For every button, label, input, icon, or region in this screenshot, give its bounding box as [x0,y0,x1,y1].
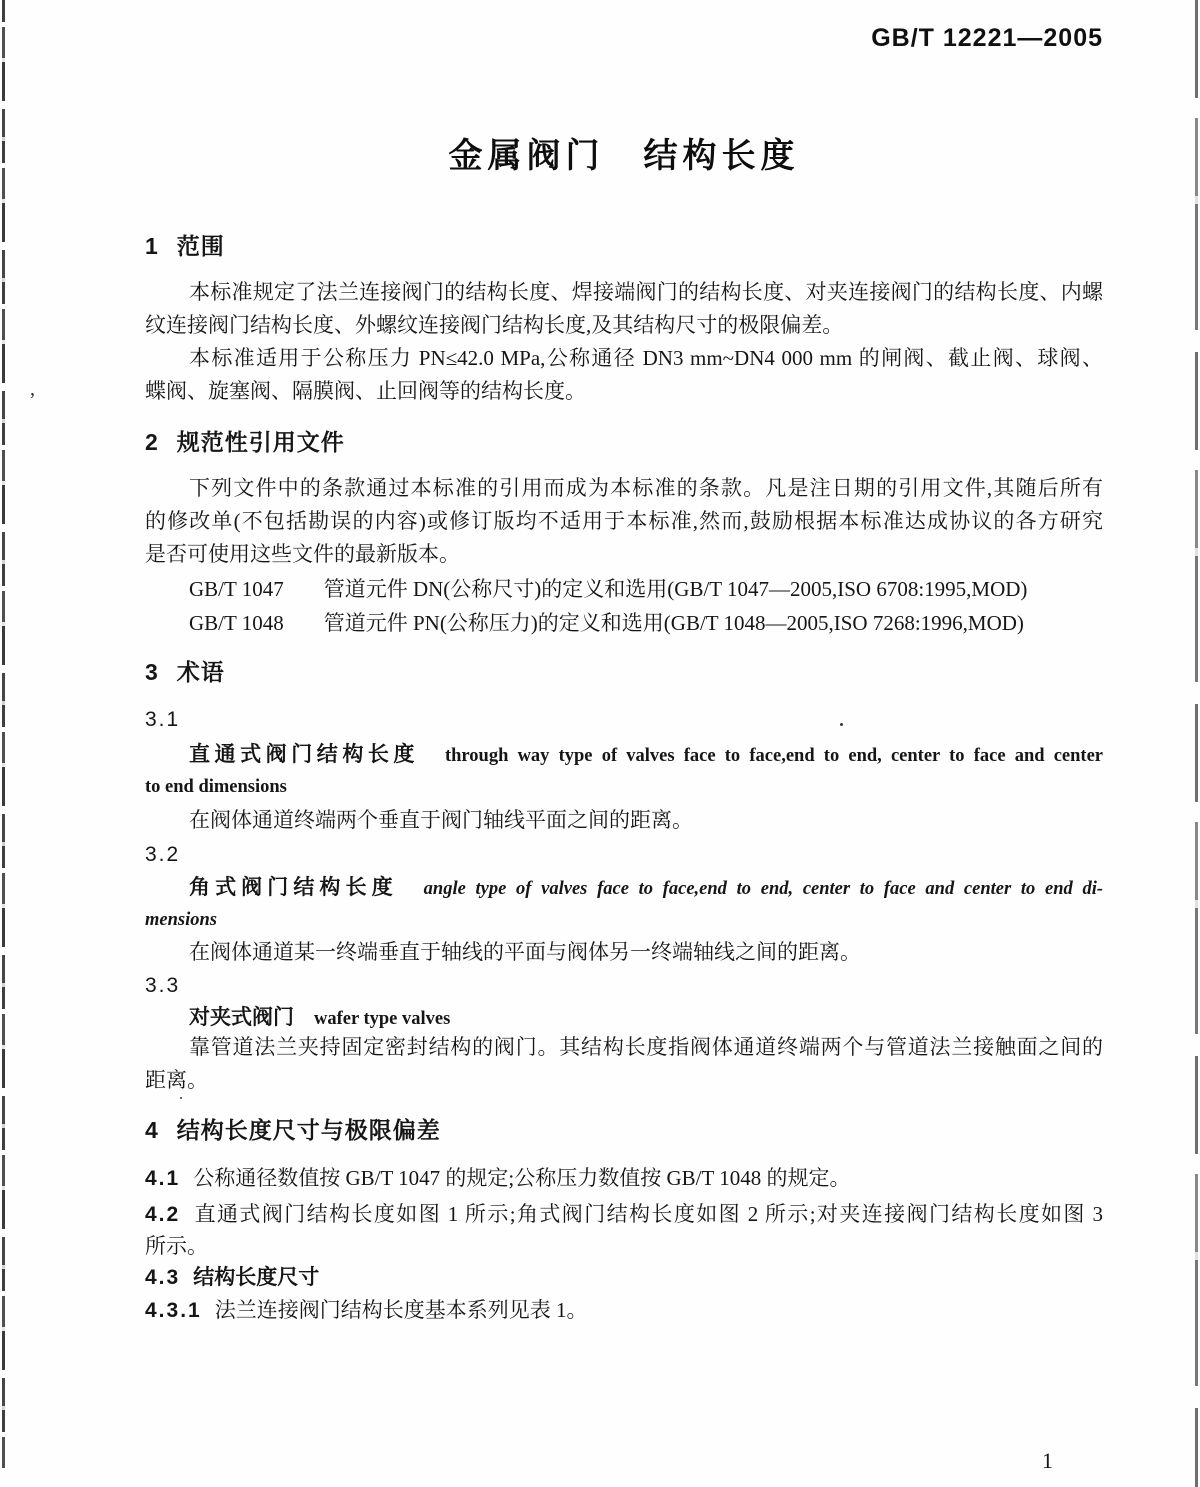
reference-code: GB/T 1047 [189,577,284,601]
scope-para1-line1: 本标准规定了法兰连接阀门的结构长度、焊接端阀门的结构长度、对夹连接阀门的结构长度、内螺 [189,280,1103,304]
term-3-1-zh: 直通式阀门结构长度 [189,743,419,766]
clause-4-2-line1 [145,1198,1103,1231]
clause-4-1-number: 4.1 [145,1167,181,1190]
page-number: 1 [1042,1448,1053,1473]
clause-4-3-1-number: 4.3.1 [145,1299,202,1322]
term-3-1-line1 [145,738,1103,773]
scan-speck [180,1097,182,1099]
scan-edge-left [2,0,5,1468]
clause-4-3 [145,1261,1103,1294]
reference-gbt1047 [145,573,1103,606]
references-para-line2: 的修改单(不包括勘误的内容)或修订版均不适用于本标准,然而,鼓励根据本标准达成协议的各方研究 [145,509,1103,533]
section-1-heading [145,230,1103,263]
reference-gbt1048 [145,607,1103,640]
term-3-2-zh: 角式阀门结构长度 [189,876,398,899]
clause-4-2-line2: 所示。 [145,1234,208,1258]
section-4-title: 结构长度尺寸与极限偏差 [176,1117,441,1143]
term-3-3-number: 3.3 [145,974,181,997]
references-para-line1: 下列文件中的条款通过本标准的引用而成为本标准的条款。凡是注日期的引用文件,其随后所有 [189,476,1103,500]
scope-para2-line1: 本标准适用于公称压力 PN≤42.0 MPa,公称通径 DN3 mm~DN4 000 mm 的闸阀、截止阀、球阀、 [189,346,1103,370]
reference-code: GB/T 1048 [189,611,284,635]
section-4-heading [145,1114,1103,1147]
clause-4-3-1-text: 法兰连接阀门结构长度基本系列见表 1。 [214,1298,588,1322]
term-3-2-en-line2: mensions [145,910,217,930]
reference-text: 管道元件 DN(公称尺寸)的定义和选用(GB/T 1047—2005,ISO 6708:1995,MOD) [323,577,1028,601]
section-1-title: 范围 [176,233,225,259]
term-3-2-line1 [145,871,1103,906]
term-3-1-en-line2: to end dimensions [145,777,287,797]
section-3-number: 3 [145,659,158,685]
section-1-number: 1 [145,233,158,259]
term-3-1-definition: 在阀体通道终端两个垂直于阀门轴线平面之间的距离。 [189,808,693,832]
term-3-1-en: through way type of valves face to face,end to end, center to face and center [444,746,1104,766]
clause-4-1-text: 公称通径数值按 GB/T 1047 的规定;公称压力数值按 GB/T 1048 的规定。 [193,1166,851,1190]
term-3-2-en: angle type of valves face to face,end to end, center to face and center to end di- [423,879,1104,899]
clause-4-2-text: 直通式阀门结构长度如图 1 所示;角式阀门结构长度如图 2 所示;对夹连接阀门结构长度如图 3 [193,1202,1103,1226]
term-3-2-number: 3.2 [145,843,181,866]
reference-text: 管道元件 PN(公称压力)的定义和选用(GB/T 1048—2005,ISO 7268:1996,MOD) [323,611,1024,635]
term-3-2-definition: 在阀体通道某一终端垂直于轴线的平面与阀体另一终端轴线之间的距离。 [189,940,861,964]
term-3-3-zh: 对夹式阀门 [189,1006,294,1029]
clause-4-3-number: 4.3 [145,1266,181,1289]
term-3-1-number: 3.1 [145,708,181,731]
section-3-title: 术语 [176,659,225,685]
term-3-3-definition-line2: 距离。 [145,1068,208,1092]
scope-para1-line2: 纹连接阀门结构长度、外螺纹连接阀门结构长度,及其结构尺寸的极限偏差。 [145,313,844,337]
scan-speck: , [30,378,35,400]
term-3-3-definition-line1: 靠管道法兰夹持固定密封结构的阀门。其结构长度指阀体通道终端两个与管道法兰接触面之间的 [189,1035,1103,1059]
clause-4-1 [145,1162,1103,1195]
clause-4-3-1 [145,1294,1103,1327]
section-2-heading [145,426,1103,459]
term-3-3-en: wafer type valves [314,1009,451,1029]
section-4-number: 4 [145,1117,158,1143]
scope-para2-line2: 蝶阀、旋塞阀、隔膜阀、止回阀等的结构长度。 [145,379,586,403]
standard-code: GB/T 12221—2005 [871,24,1103,52]
document-title: 金属阀门 结构长度 [448,137,800,175]
clause-4-2-number: 4.2 [145,1203,181,1226]
section-3-heading [145,656,1103,689]
clause-4-3-text: 结构长度尺寸 [193,1266,320,1289]
references-para-line3: 是否可使用这些文件的最新版本。 [145,542,460,566]
section-2-title: 规范性引用文件 [176,429,345,455]
scan-edge-right [1195,0,1198,1487]
section-2-number: 2 [145,429,158,455]
